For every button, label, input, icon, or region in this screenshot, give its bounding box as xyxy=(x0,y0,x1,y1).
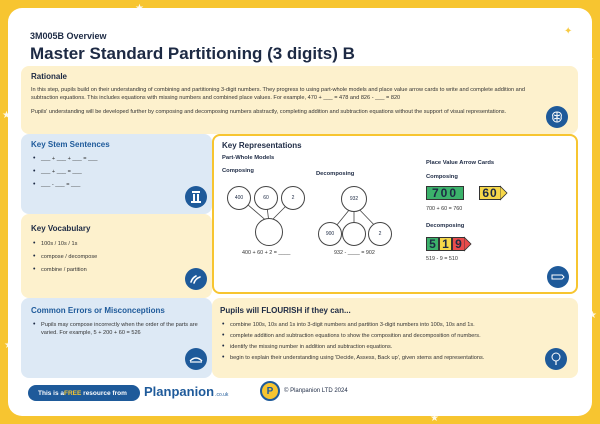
rationale-panel xyxy=(21,66,578,134)
arrow-cards-heading: Place Value Arrow Cards xyxy=(426,160,495,166)
signpost-icon xyxy=(547,266,569,288)
stem-sentences-panel xyxy=(21,134,212,214)
composing-whole-circle xyxy=(255,218,283,246)
star-icon: ★ xyxy=(430,413,439,424)
rationale-heading: Rationale xyxy=(31,72,68,81)
errors-heading: Common Errors or Misconceptions xyxy=(31,306,165,315)
vocabulary-item: • combine / partition xyxy=(33,267,97,273)
star-icon: ★ xyxy=(4,340,13,351)
dialog-icon xyxy=(185,268,207,290)
pillar-icon xyxy=(185,186,207,208)
star-icon: ✦ xyxy=(564,26,573,37)
brand-name: Planpanion xyxy=(144,384,215,399)
stem-item: • ___ + ___ = ___ xyxy=(33,169,97,175)
composing-label: Composing xyxy=(222,168,254,174)
composing-part-circle: 400 xyxy=(227,186,251,210)
arrow-card-tens: 60 xyxy=(479,186,501,200)
decomposing-part-circle: 900 xyxy=(318,222,342,246)
flourish-heading: Pupils will FLOURISH if they can... xyxy=(220,306,351,315)
brand-suffix: .co.uk xyxy=(215,392,229,398)
star-icon: ★ xyxy=(2,110,11,121)
stem-list xyxy=(33,156,97,195)
errors-panel xyxy=(21,298,212,378)
flourish-item: • begin to explain their understanding using 'Decide, Assess, Back up', given stems and representations. xyxy=(222,355,542,361)
decomposing-part-circle xyxy=(342,222,366,246)
stem-item: • ___ - ___ = ___ xyxy=(33,182,97,188)
part-whole-heading: Part-Whole Models xyxy=(222,155,275,161)
decomposing-equation: 932 - ____ = 902 xyxy=(334,250,375,256)
copyright: © Planpanion LTD 2024 xyxy=(284,388,348,394)
representations-heading: Key Representations xyxy=(222,141,302,150)
vocabulary-panel xyxy=(21,214,212,298)
errors-text: • Pupils may compose incorrectly when the order of the parts are varied. For example, 5 + 200 + 60 = 526 xyxy=(33,321,198,337)
errors-text-content: Pupils may compose incorrectly when the order of the parts are varied. For example, 5 + 200 + 60 = 526 xyxy=(41,322,198,337)
flourish-item: • complete addition and subtraction equations to show the composition and decomposition of numbers. xyxy=(222,333,542,339)
stem-sentences-heading: Key Stem Sentences xyxy=(31,140,110,149)
planpanion-logo-icon: P xyxy=(260,381,280,401)
rationale-paragraph-1: In this step, pupils build on their understanding of combining and partitioning 3-digit numbers. They progress to using part-whole models and place value arrow cards to write and complete addition and subtraction equations. This includes equations with missing numbers and combined place values. For example, 470 + ___ = 478 and 826 - ___ = 820 xyxy=(31,87,525,102)
arrow-digit-ones: 9 xyxy=(452,237,465,251)
decomposing-label: Decomposing xyxy=(316,171,355,177)
tree-icon xyxy=(545,348,567,370)
decomposing-whole-circle: 932 xyxy=(341,186,367,212)
flourish-list xyxy=(222,322,542,366)
brand-logo[interactable] xyxy=(144,384,228,399)
rationale-paragraph-2: Pupils' understanding will be developed further by composing and decomposing numbers abstractly, completing addition and subtraction equations without the support of visual representations. xyxy=(31,109,507,115)
composing-equation: 400 + 60 + 2 = ____ xyxy=(242,250,291,256)
arrow-card-tip xyxy=(500,185,508,201)
free-resource-banner xyxy=(28,385,140,401)
free-prefix: This is a xyxy=(38,389,65,397)
free-suffix: resource from xyxy=(81,389,127,397)
arrow-composing-equation: 700 + 60 = 760 xyxy=(426,206,463,212)
vocabulary-list xyxy=(33,241,97,280)
flourish-item: • identify the missing number in addition and subtraction equations. xyxy=(222,344,542,350)
arrow-card-hundreds: 700 xyxy=(426,186,464,200)
composing-part-circle: 2 xyxy=(281,186,305,210)
composing-part-circle: 60 xyxy=(254,186,278,210)
vocabulary-item: • 100s / 10s / 1s xyxy=(33,241,97,247)
bridge-icon xyxy=(185,348,207,370)
arrow-decomposing-label: Decomposing xyxy=(426,223,465,229)
star-icon: ★ xyxy=(588,310,597,321)
vocabulary-item: • compose / decompose xyxy=(33,254,97,260)
arrow-digit-tens: 1 xyxy=(439,237,452,251)
representations-panel xyxy=(212,134,578,294)
flourish-item: • combine 100s, 10s and 1s into 3-digit numbers and partition 3-digit numbers into 100s, 10s and 1s. xyxy=(222,322,542,328)
stem-item: • ___ + ___ + ___ = ___ xyxy=(33,156,97,162)
brain-icon xyxy=(546,106,568,128)
page-title: Master Standard Partitioning (3 digits) B xyxy=(30,44,355,63)
arrow-composing-label: Composing xyxy=(426,174,458,180)
star-icon: ★ xyxy=(135,3,144,14)
arrow-decomposing-equation: 519 - 9 = 510 xyxy=(426,256,458,262)
arrow-digit-hundreds: 5 xyxy=(426,237,439,251)
decomposing-part-circle: 2 xyxy=(368,222,392,246)
lesson-code: 3M005B Overview xyxy=(30,31,107,41)
star-icon: ★ xyxy=(585,55,594,66)
arrow-decomp-tip xyxy=(464,236,472,252)
vocabulary-heading: Key Vocabulary xyxy=(31,224,91,233)
overview-page xyxy=(8,8,592,416)
free-word: FREE xyxy=(64,389,82,397)
flourish-panel xyxy=(212,298,578,378)
